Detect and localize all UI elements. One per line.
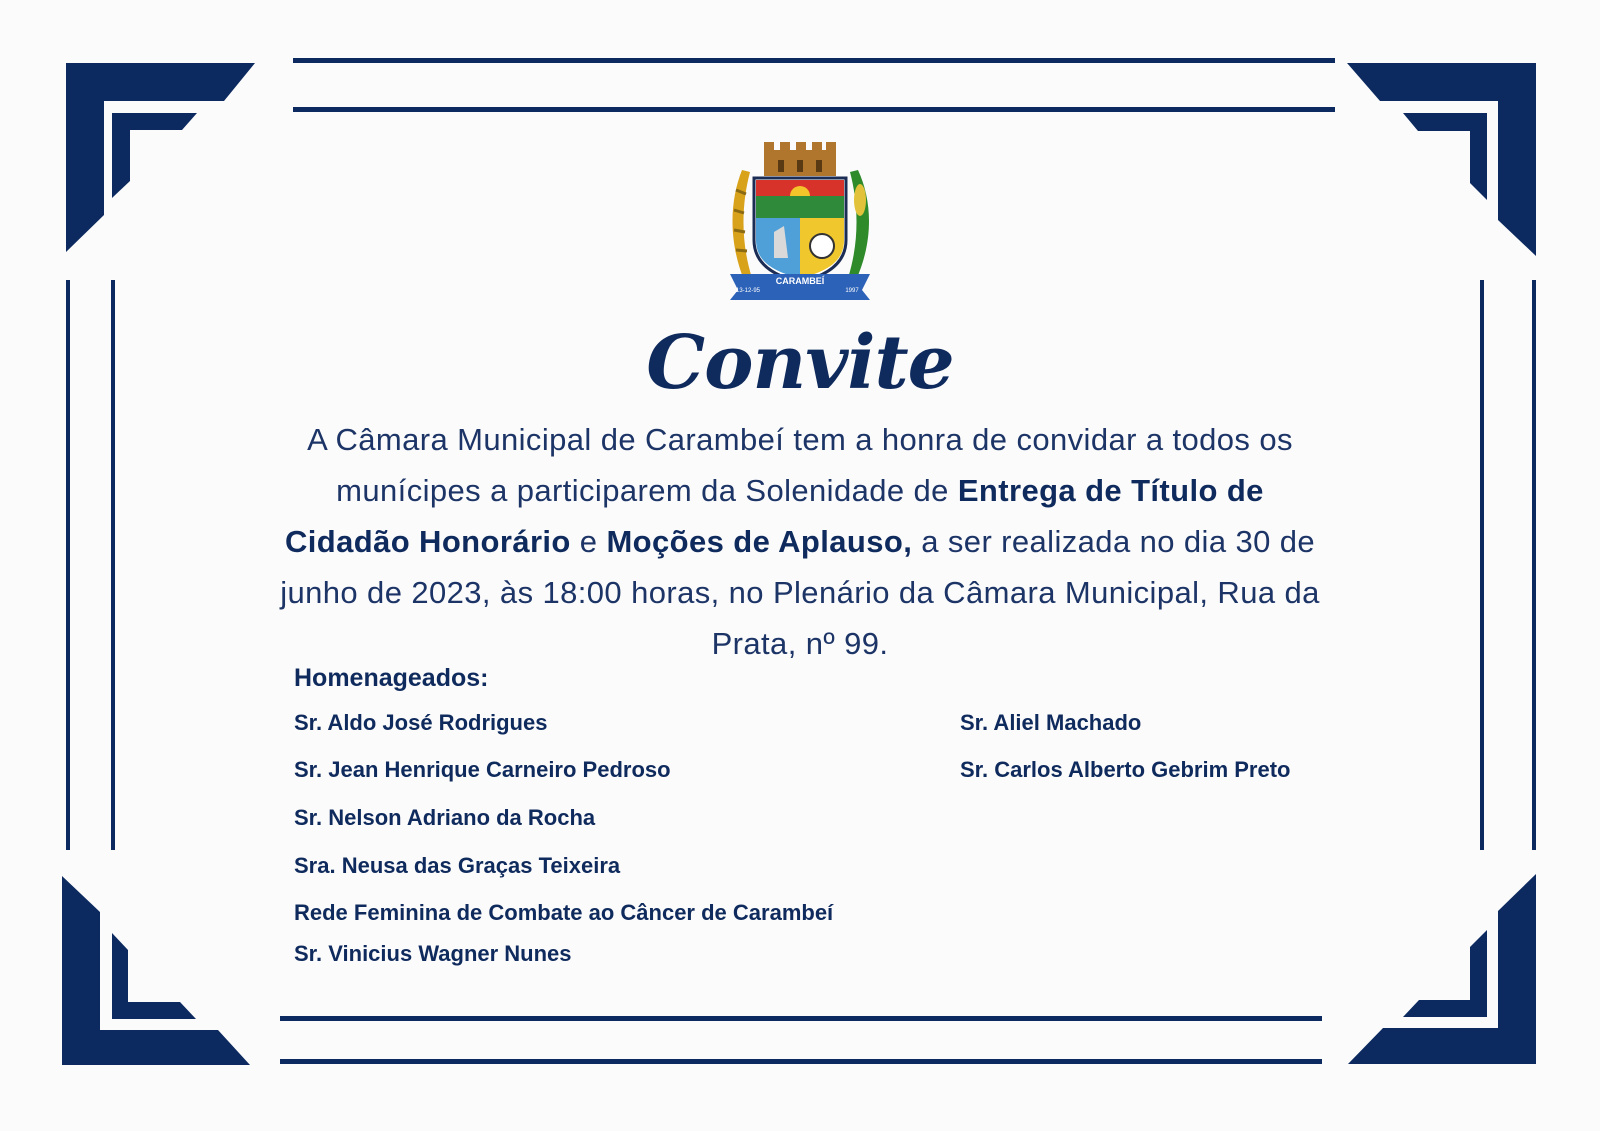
frame-right-line-outer [1532,280,1536,850]
intro-text-part2: e [570,524,607,559]
invitation-title: Convite [646,320,954,406]
logo-banner-text: CARAMBEÍ [775,276,825,286]
frame-top-line-outer [293,58,1335,63]
honoree-left-3: Sr. Nelson Adriano da Rocha [294,805,596,830]
frame-left-line-outer [66,280,70,850]
frame-top-line-inner [293,107,1335,112]
invitation-text [270,414,1330,669]
honoree-left-1: Sr. Aldo José Rodrigues [294,710,548,735]
honoree-left-2: Sr. Jean Henrique Carneiro Pedroso [294,757,671,782]
intro-text-part1: A Câmara Municipal de Carambeí tem a honra de convidar a todos os munícipes a participarem da Solenidade de [307,422,1293,508]
intro-bold-motions: Moções de Aplauso, [606,524,913,559]
corner-top-left-outer [66,63,255,252]
honorees-heading: Homenageados: [294,664,489,692]
frame-bottom-line-outer [280,1059,1322,1064]
honoree-left-6: Sr. Vinicius Wagner Nunes [294,941,572,966]
intro-text-part3: a ser realizada no dia 30 de junho de 2023, às 18:00 horas, no Plenário da Câmara Municipal, Rua da Prata, nº 99. [280,524,1320,661]
corner-bottom-left-outer [62,876,250,1065]
corner-top-right-inner [1403,113,1487,200]
honoree-right-2: Sr. Carlos Alberto Gebrim Preto [960,757,1291,782]
honoree-left-5: Rede Feminina de Combate ao Câncer de Carambeí [294,900,834,925]
corner-bottom-right-outer [1348,874,1536,1064]
frame-left-line-inner [111,280,115,850]
corner-bottom-left-inner [112,933,196,1019]
intro-bold-title-award: Entrega de Título de Cidadão Honorário [284,473,1264,559]
frame-right-line-inner [1480,280,1484,850]
corner-top-left-inner [112,113,197,198]
honoree-left-4: Sra. Neusa das Graças Teixeira [294,853,621,878]
corner-bottom-right-inner [1403,930,1487,1017]
carambei-coat-of-arms-logo [722,140,878,302]
frame-bottom-line-inner [280,1016,1322,1021]
logo-left-date: 13-12-95 [735,288,761,294]
logo-right-year: 1997 [845,288,859,294]
corner-top-right-outer [1347,63,1536,256]
honoree-right-1: Sr. Aliel Machado [960,710,1142,735]
